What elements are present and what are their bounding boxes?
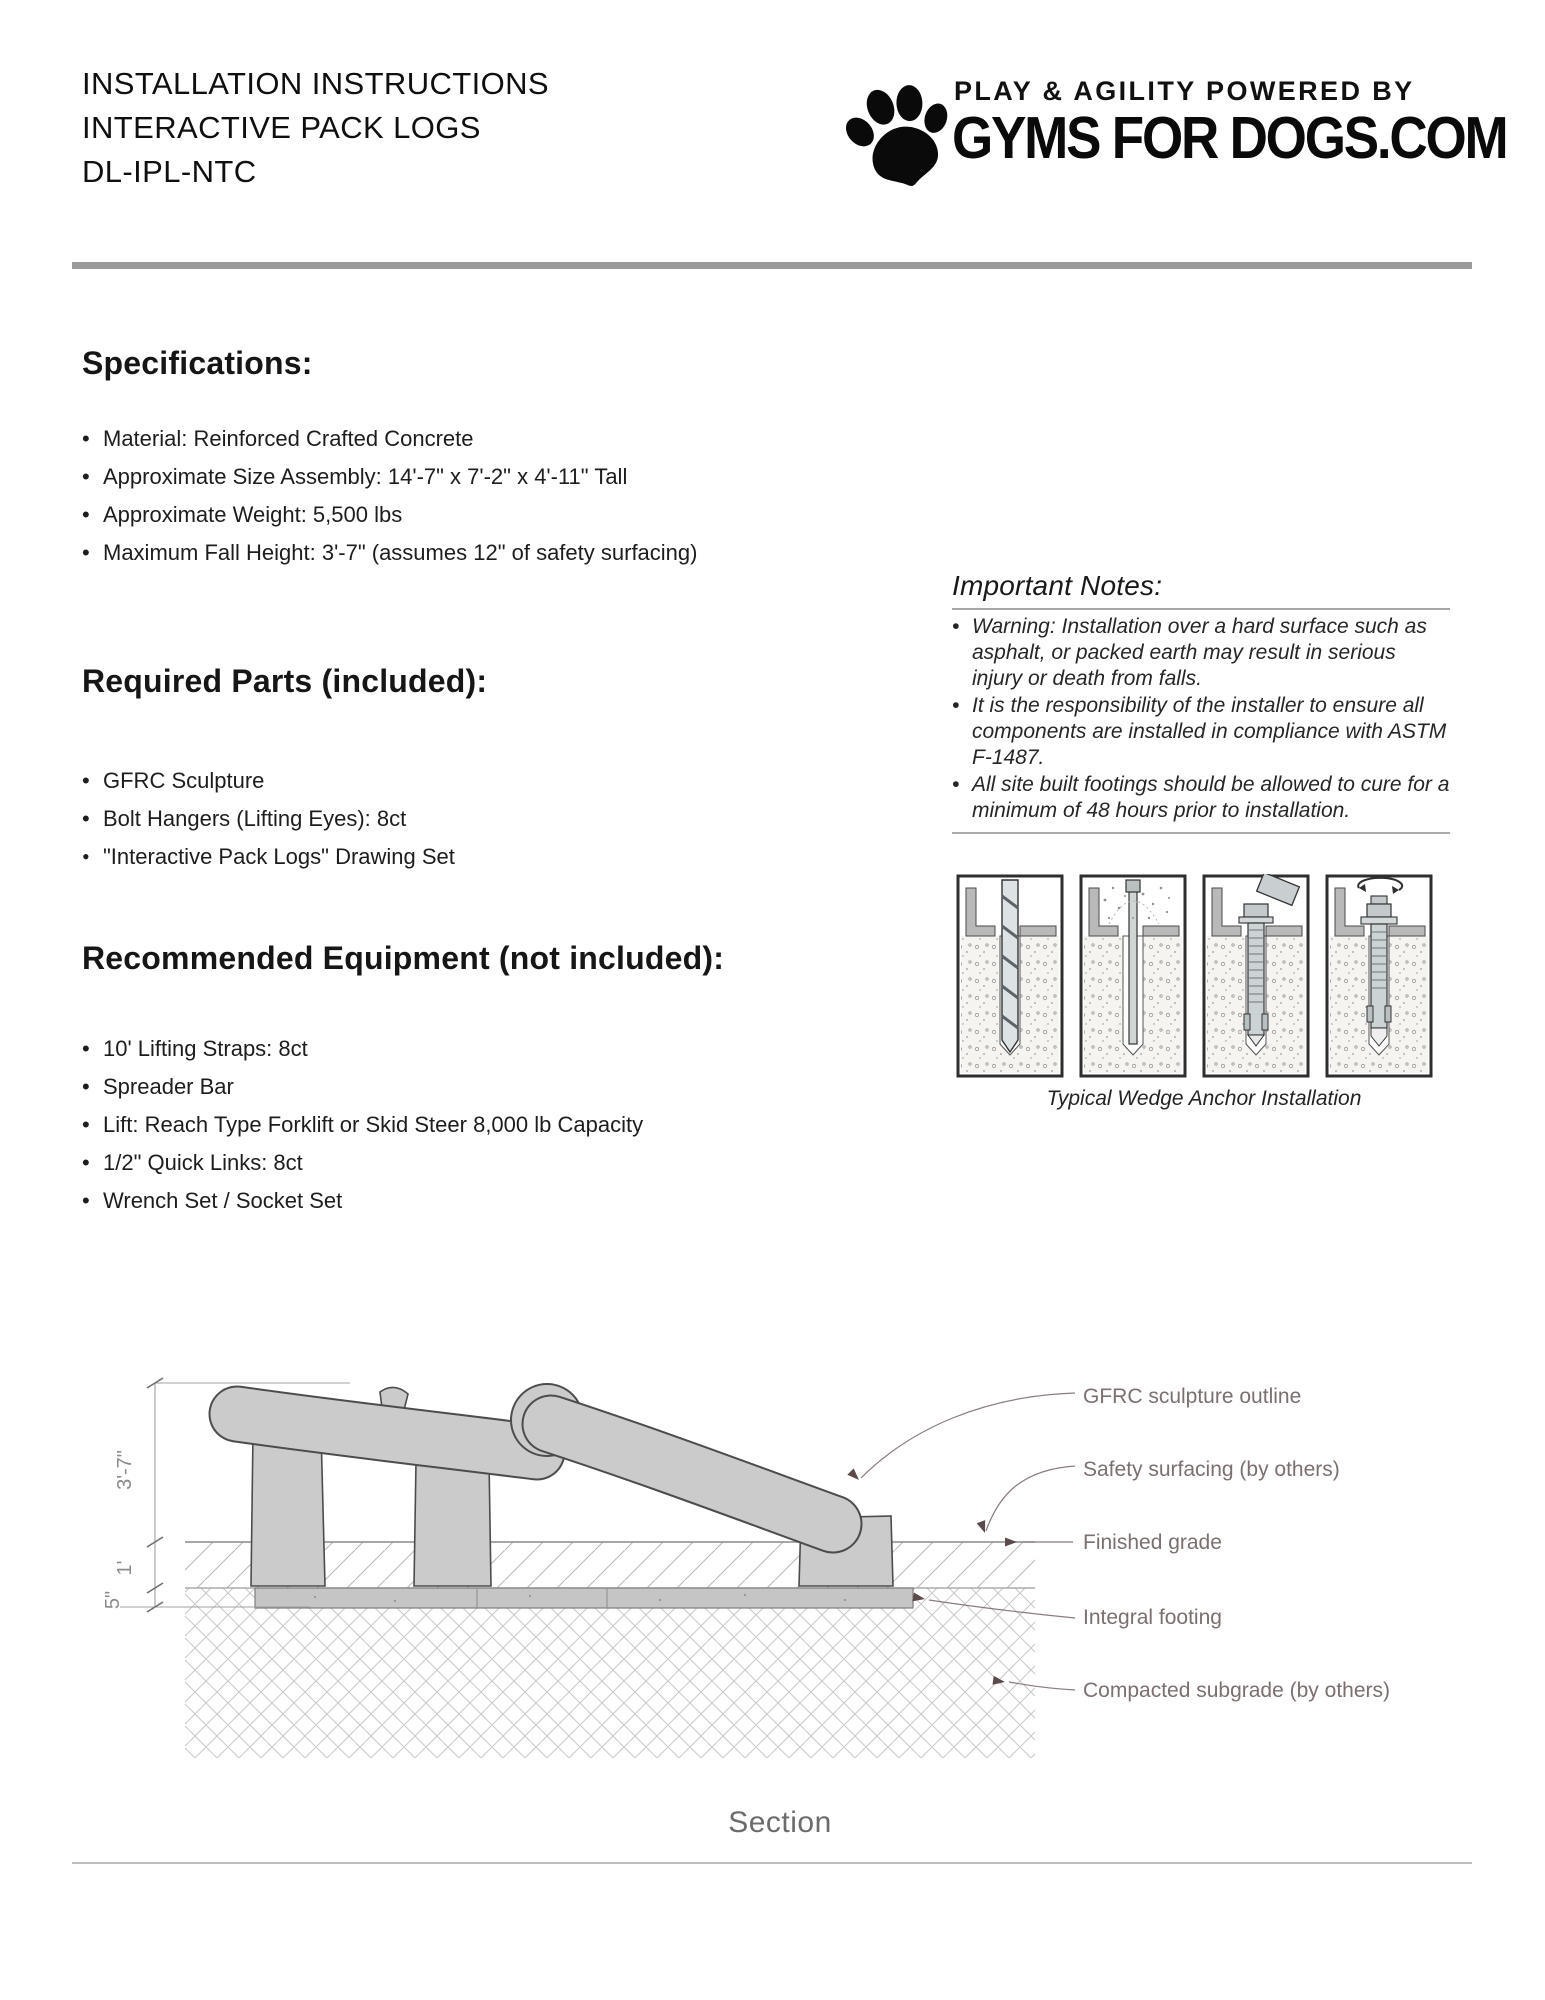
recommended-equipment-heading: Recommended Equipment (not included):	[82, 940, 725, 976]
dimension-footing-depth: 5"	[102, 1590, 124, 1610]
compacted-subgrade-hatch	[185, 1588, 1035, 1758]
label-integral-footing: Integral footing	[1083, 1606, 1222, 1629]
title-line-2: INTERACTIVE PACK LOGS	[82, 110, 481, 145]
anchor-step-tighten-anchor-icon	[1325, 874, 1433, 1078]
integral-footing-slab	[255, 1588, 913, 1608]
recommended-equipment-list	[82, 1030, 842, 1220]
list-item: • GFRC Sculpture	[82, 768, 265, 793]
list-item: • Approximate Weight: 5,500 lbs	[82, 502, 403, 527]
anchor-step-insert-anchor-icon	[1202, 874, 1310, 1078]
paw-print-icon	[846, 80, 950, 192]
list-item: • Material: Reinforced Crafted Concrete	[82, 426, 474, 451]
list-item: • Lift: Reach Type Forklift or Skid Steer 8,000 lb Capacity	[82, 1112, 644, 1137]
section-drawing	[85, 1340, 1485, 1775]
label-gfrc-sculpture-outline: GFRC sculpture outline	[1083, 1385, 1302, 1408]
note-item: • All site built footings should be allowed to cure for a minimum of 48 hours prior to installation.	[952, 773, 1450, 822]
note-item: • Warning: Installation over a hard surface such as asphalt, or packed earth may result in serious injury or death from falls.	[952, 615, 1427, 690]
dimension-surfacing-depth: 1'	[114, 1560, 136, 1576]
logo-tagline: PLAY & AGILITY POWERED BY	[954, 76, 1415, 106]
anchor-step-clean-hole-icon	[1079, 874, 1187, 1078]
required-parts-list	[82, 762, 802, 876]
section-drawing-canvas	[85, 1340, 1085, 1775]
anchor-step-drill-hole-icon	[956, 874, 1064, 1078]
label-safety-surfacing: Safety surfacing (by others)	[1083, 1458, 1340, 1481]
important-notes-heading: Important Notes:	[952, 570, 1163, 601]
list-item: • 10' Lifting Straps: 8ct	[82, 1036, 308, 1061]
header-divider-rule	[72, 262, 1472, 269]
anchor-step-panels	[956, 874, 1452, 1078]
note-item: • It is the responsibility of the installer to ensure all components are installed in compliance with ASTM F-1487.	[952, 694, 1447, 769]
anchor-figure-caption: Typical Wedge Anchor Installation	[1046, 1087, 1362, 1110]
dimension-overall-height: 3'-7"	[114, 1450, 136, 1490]
label-compacted-subgrade: Compacted subgrade (by others)	[1083, 1679, 1390, 1702]
label-finished-grade: Finished grade	[1083, 1531, 1222, 1554]
required-parts-heading: Required Parts (included):	[82, 663, 488, 699]
notes-top-rule	[952, 608, 1450, 610]
title-line-1: INSTALLATION INSTRUCTIONS	[82, 66, 550, 101]
list-item: • Spreader Bar	[82, 1074, 234, 1099]
wedge-anchor-figure	[956, 874, 1452, 1111]
logo-brand: GYMS FOR DOGS.COM	[952, 105, 1507, 172]
important-notes-panel	[952, 570, 1450, 834]
list-item: • Approximate Size Assembly: 14'-7" x 7'-2" x 4'-11" Tall	[82, 464, 628, 489]
list-item: • Bolt Hangers (Lifting Eyes): 8ct	[82, 806, 407, 831]
specifications-list	[82, 420, 802, 572]
gyms-for-dogs-logo	[846, 74, 1507, 194]
document-title	[82, 62, 549, 194]
title-line-3: DL-IPL-NTC	[82, 154, 257, 189]
list-item: • "Interactive Pack Logs" Drawing Set	[82, 844, 455, 869]
footer-rule	[72, 1862, 1472, 1864]
notes-bottom-rule	[952, 832, 1450, 834]
list-item: • Maximum Fall Height: 3'-7" (assumes 12" of safety surfacing)	[82, 540, 698, 565]
list-item: • 1/2" Quick Links: 8ct	[82, 1150, 303, 1175]
important-notes-list	[952, 614, 1450, 824]
specifications-heading: Specifications:	[82, 345, 313, 381]
section-drawing-caption: Section	[728, 1806, 832, 1839]
list-item: • Wrench Set / Socket Set	[82, 1188, 343, 1213]
